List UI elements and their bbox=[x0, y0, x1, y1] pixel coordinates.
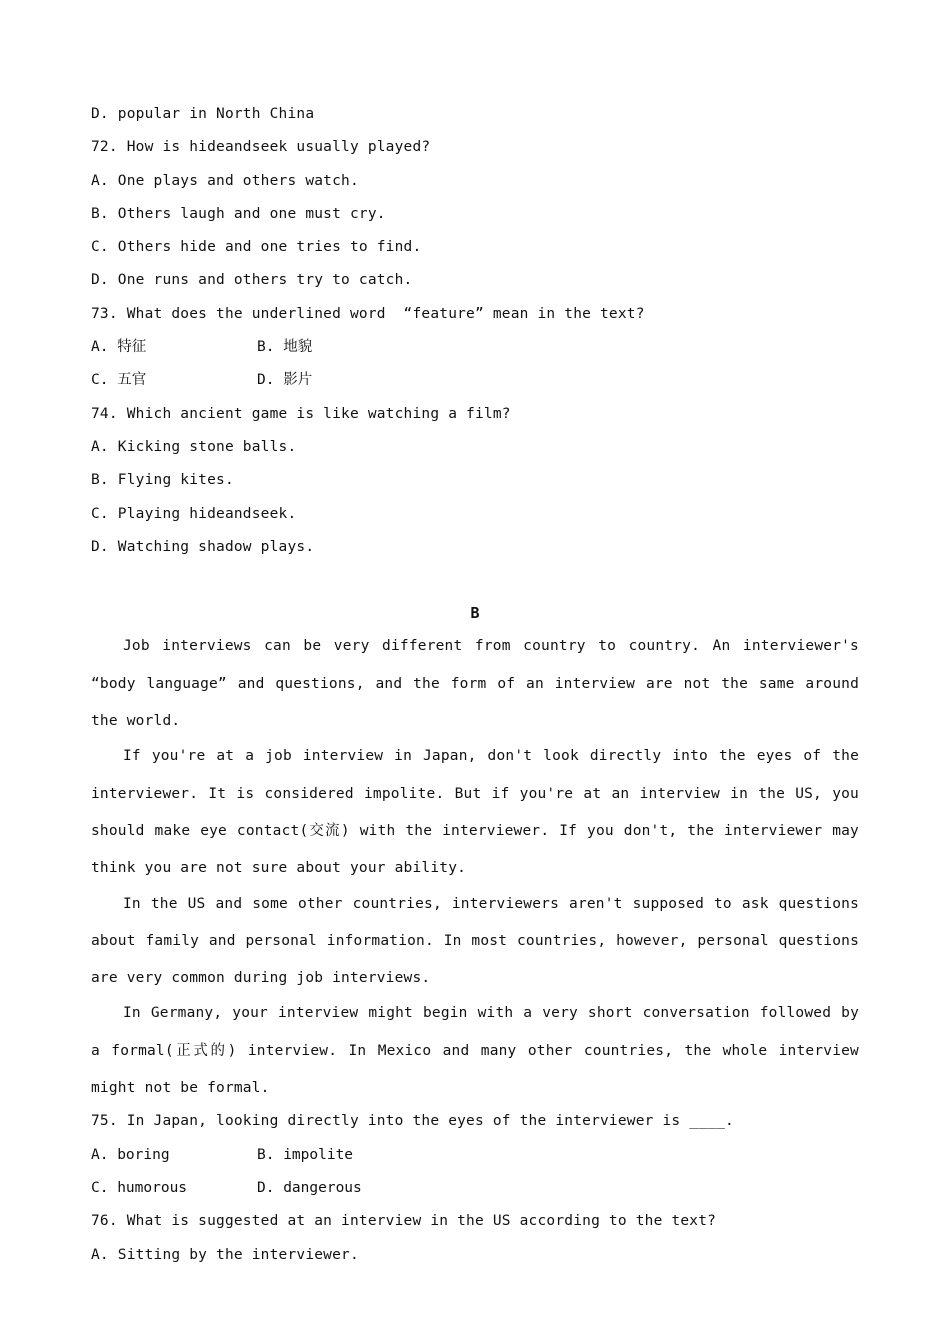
q74-option-d: D. Watching shadow plays. bbox=[91, 538, 315, 555]
q75-option-d: D. dangerous bbox=[257, 1179, 362, 1196]
q73-question: 73. What does the underlined word “feature” mean in the text? bbox=[91, 305, 645, 322]
q74-option-c: C. Playing hideandseek. bbox=[91, 505, 297, 522]
q74-option-a: A. Kicking stone balls. bbox=[91, 438, 297, 455]
q76-question: 76. What is suggested at an interview in the US according to the text? bbox=[91, 1213, 717, 1230]
q75-option-c: C. humorous bbox=[91, 1179, 188, 1196]
q72-option-d: D. One runs and others try to catch. bbox=[91, 272, 413, 289]
q73-option-d: D. 影片 bbox=[257, 372, 313, 389]
q75-options-row-1 bbox=[91, 1139, 859, 1172]
passage-paragraph-3: In the US and some other countries, interviewers aren't supposed to ask questions about family and personal information. In most countries, however, personal questions are very common during job interviews. bbox=[91, 895, 859, 987]
q71-option-d: D. popular in North China bbox=[91, 106, 315, 122]
q75-option-a: A. boring bbox=[91, 1146, 170, 1163]
q74-option-b: B. Flying kites. bbox=[91, 472, 234, 489]
q75-question: 75. In Japan, looking directly into the eyes of the interviewer is ____. bbox=[91, 1113, 734, 1130]
q72-option-b: B. Others laugh and one must cry. bbox=[91, 205, 386, 222]
q76-option-a: A. Sitting by the interviewer. bbox=[91, 1246, 359, 1263]
q74-question: 74. Which ancient game is like watching a film? bbox=[91, 405, 511, 422]
q75-option-b: B. impolite bbox=[257, 1146, 354, 1163]
q73-options-row-2 bbox=[91, 364, 859, 397]
q73-option-c: C. 五官 bbox=[91, 372, 147, 389]
q75-options-row-2 bbox=[91, 1172, 859, 1205]
q73-option-a: A. 特征 bbox=[91, 339, 147, 356]
passage-paragraph-2: If you're at a job interview in Japan, don't look directly into the eyes of the interviewer. It is considered impolite. But if you're at an interview in the US, you should make eye contact(交流) with the interviewer. If you don't, the interviewer may think you are not sure about your ability. bbox=[91, 748, 859, 877]
q72-option-c: C. Others hide and one tries to find. bbox=[91, 239, 422, 256]
passage-paragraph-4: In Germany, your interview might begin with a very short conversation followed by a formal(正式的) interview. In Mexico and many other countries, the whole interview might not be formal. bbox=[91, 1005, 859, 1097]
q72-option-a: A. One plays and others watch. bbox=[91, 172, 359, 189]
document-page bbox=[91, 98, 859, 1272]
q72-question: 72. How is hideandseek usually played? bbox=[91, 139, 431, 156]
q73-option-b: B. 地貌 bbox=[257, 339, 313, 356]
q73-options-row-1 bbox=[91, 331, 859, 364]
section-b-title: B bbox=[470, 604, 480, 623]
passage-paragraph-1: Job interviews can be very different from country to country. An interviewer's “body language” and questions, and the form of an interview are not the same around the world. bbox=[91, 638, 859, 730]
